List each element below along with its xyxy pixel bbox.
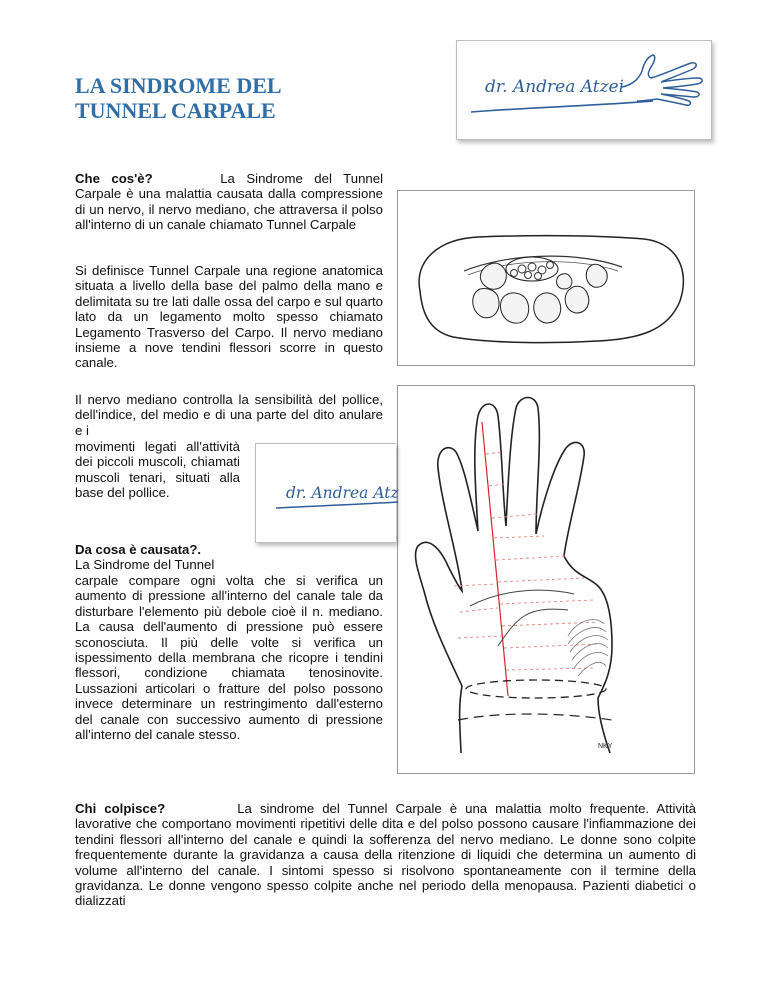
logo-box-overlay bbox=[255, 443, 399, 543]
section-cause bbox=[75, 542, 255, 573]
what-paragraph-1: La Sindrome del Tunnel Carpale è una malattia causata dalla compressione di un nervo, il nervo mediano, che attraversa il polso all'interno di un canale chiamato Tunnel Carpale bbox=[75, 171, 384, 233]
heading-cause: Da cosa è causata?. bbox=[75, 542, 202, 557]
nerve-paragraph-1: Il nervo mediano controlla la sensibilità del pollice, dell'indice, del medio e di una parte del dito anulare e i bbox=[75, 392, 383, 438]
section-what bbox=[75, 171, 383, 233]
logo-signature: dr. Andrea Atzei bbox=[485, 77, 625, 97]
cause-paragraph-2: carpale compare ogni volta che si verifica un aumento di pressione all'interno del canale tale da disturbare l'elemento più debole cioè il n. mediano. La causa dell'aumento di pressione può essere sconosciuta. Il più delle volte si verifica un ispessimento della membrana che ricopre i tendini flessori, condizione chiamata tenosinovite. Lussazioni articolari o fratture del polso possono invece determinare un restringimento dall'esterno del canale con successivo aumento di pressione all'interno del canale stesso. bbox=[75, 573, 383, 743]
logo-box bbox=[456, 40, 712, 140]
title-line-1: LA SINDROME DEL bbox=[75, 73, 282, 98]
logo-signature-overlay: dr. Andrea Atz bbox=[286, 484, 399, 502]
heading-what: Che cos'è? bbox=[75, 171, 153, 186]
heading-who: Chi colpisce? bbox=[75, 801, 166, 816]
who-paragraph: La sindrome del Tunnel Carpale è una malattia molto frequente. Attività lavorative che comportano movimenti ripetitivi delle dita e del polso possono causare l'infiammazione dei tendini flessori all'interno del canale e quindi la sofferenza del nervo mediano. Le donne sono colpite frequentemente durante la gravidanza a causa della ritenzione di liquidi che determina un aumento di volume all'interno del canale. I sintomi spesso si risolvono spontaneamente con il termine della gravidanza. Le donne vengono spesso colpite anche nel periodo della menopausa. Pazienti diabetici o dializzati bbox=[75, 801, 696, 909]
page-title bbox=[75, 73, 375, 123]
hand-palm-illustration bbox=[398, 386, 694, 773]
hand-logo-icon bbox=[457, 41, 711, 139]
cross-section-figure bbox=[397, 190, 695, 366]
hand-figure-signature: NKY bbox=[598, 743, 613, 750]
carpal-tunnel-cross-section-illustration bbox=[398, 191, 694, 365]
cause-paragraph-1: La Sindrome del Tunnel bbox=[75, 557, 215, 573]
title-line-2: TUNNEL CARPALE bbox=[75, 98, 276, 123]
what-paragraph-2: Si definisce Tunnel Carpale una regione anatomica situata a livello della base del palmo della mano e delimitata su tre lati dalle ossa del carpo e sul quarto lato da un legamento molto spesso chiamato Legamento Trasverso del Carpo. Il nervo mediano insieme a nove tendini flessori scorre in questo canale. bbox=[75, 263, 383, 371]
signature-underline-icon bbox=[256, 444, 398, 542]
nerve-paragraph-2: movimenti legati all'attività dei piccoli muscoli, chiamati muscoli tenari, situati alla base del pollice. bbox=[75, 439, 240, 501]
hand-figure bbox=[397, 385, 695, 774]
section-who bbox=[75, 801, 696, 909]
